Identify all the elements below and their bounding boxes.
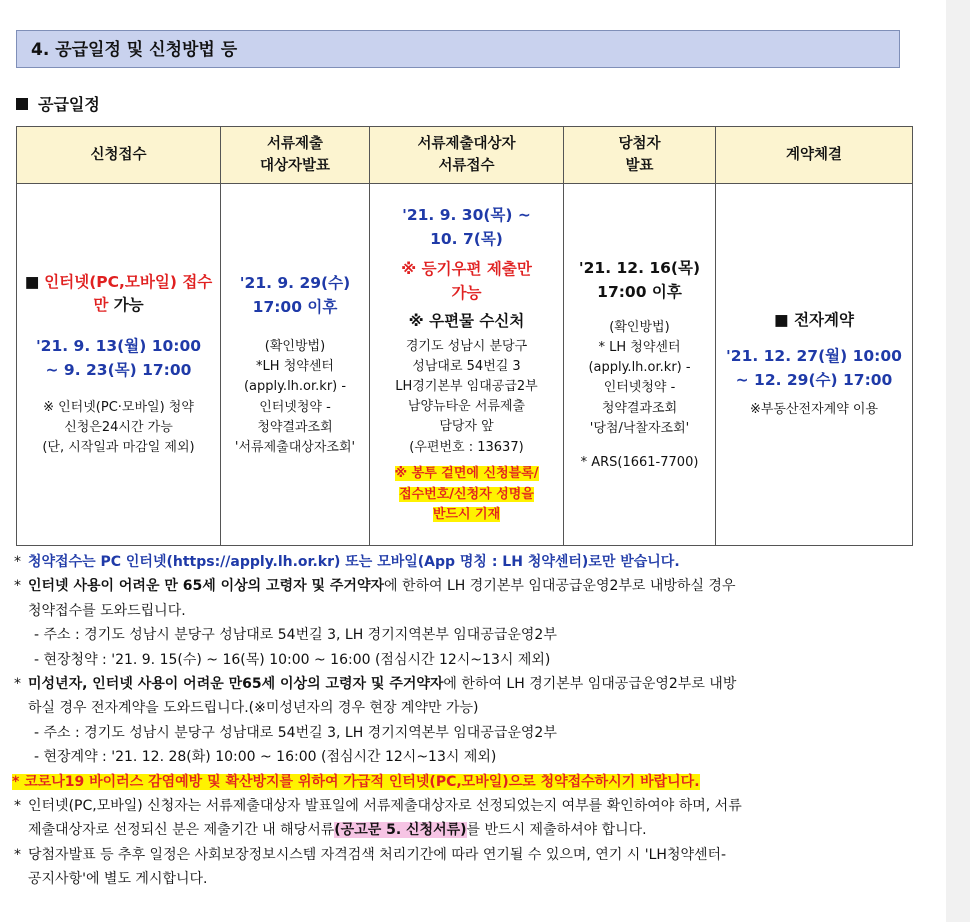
header-contract: 계약체결 [716, 127, 913, 184]
note-address-2: - 주소 : 경기도 성남시 분당구 성남대로 54번길 3, LH 경기지역본부 임대공급운영2부 [34, 724, 557, 741]
table-body-row [17, 184, 913, 546]
header-doc-submission: 서류제출대상자 서류접수 [370, 127, 564, 184]
note-minor-contract: * 미성년자, 인터넷 사용이 어려운 만65세 이상의 고령자 및 주거약자에 한하여 LH 경기본부 임대공급운영2부로 내방 하실 경우 전자계약을 도와드립니다.(※미성년자의 경우 현장 계약만 가능) [14, 676, 737, 717]
note-onsite-contract: - 현장계약 : '21. 12. 28(화) 10:00 ~ 16:00 (점심시간 12시~13시 제외) [34, 749, 497, 766]
subheading-text: 공급일정 [38, 95, 100, 114]
note-covid: * 코로나19 바이러스 감염예방 및 확산방지를 위하여 가급적 인터넷(PC,모바일)으로 청약접수하시기 바랍니다. [12, 773, 700, 790]
table-header-row [17, 127, 913, 184]
header-doc-target-announce: 서류제출 대상자발표 [221, 127, 370, 184]
schedule-table [16, 126, 913, 546]
subheading [16, 92, 100, 115]
note-application-method: * 청약접수는 PC 인터넷(https://apply.lh.or.kr) 또는 모바일(App 명칭 : LH 청약센터)로만 받습니다. [14, 554, 680, 570]
note-elderly-application: * 인터넷 사용이 어려운 만 65세 이상의 고령자 및 주거약자에 한하여 LH 경기본부 임대공급운영2부로 내방하실 경우 청약접수를 도와드립니다. [14, 578, 736, 619]
cell-contract: ■ 전자계약 '21. 12. 27(월) 10:00 ~ 12. 29(수) 17:00 ※부동산전자계약 이용 [716, 184, 913, 546]
square-bullet-icon [16, 98, 28, 110]
note-schedule-delay: * 당첨자발표 등 추후 일정은 사회보장정보시스템 자격검색 처리기간에 따라 연기될 수 있으며, 연기 시 'LH청약센터- 공지사항'에 별도 게시합니다. [14, 846, 727, 888]
cell-winner-announce: '21. 12. 16(목) 17:00 이후 (확인방법) * LH 청약센터 (apply.lh.or.kr) - 인터넷청약 - 청약결과조회 '당첨/낙찰자조회' * ARS(1661-7700) [564, 184, 716, 546]
cell-application: ■ 인터넷(PC,모바일) 접수만 가능 '21. 9. 13(월) 10:00 ~ 9. 23(목) 17:00 ※ 인터넷(PC·모바일) 청약 신청은24시간 가능 (단, 시작일과 마감일 제외) [17, 184, 221, 546]
header-winner-announce: 당첨자 발표 [564, 127, 716, 184]
header-application: 신청접수 [17, 127, 221, 184]
notes-list [10, 550, 916, 892]
note-address: - 주소 : 경기도 성남시 분당구 성남대로 54번길 3, LH 경기지역본부 임대공급운영2부 [34, 627, 557, 644]
section-title: 4. 공급일정 및 신청방법 등 [16, 30, 900, 68]
cell-doc-submission: '21. 9. 30(목) ~ 10. 7(목) ※ 등기우편 제출만 가능 ※ 우편물 수신처 경기도 성남시 분당구 성남대로 54번길 3 LH경기본부 임대공급2부 남양뉴타운 서류제출 담당자 앞 (우편번호 : 13637) ※ 봉투 겉면에 신청블록/ 접수번호/신청자 성명을 반드시 기재 [370, 184, 564, 546]
note-onsite-application: - 현장청약 : '21. 9. 15(수) ~ 16(목) 10:00 ~ 16:00 (점심시간 12시~13시 제외) [34, 651, 551, 668]
viewer-margin [946, 0, 970, 922]
cell-doc-target-announce: '21. 9. 29(수) 17:00 이후 (확인방법) *LH 청약센터 (apply.lh.or.kr) - 인터넷청약 - 청약결과조회 '서류제출대상자조회' [221, 184, 370, 546]
note-doc-submission: * 인터넷(PC,모바일) 신청자는 서류제출대상자 발표일에 서류제출대상자로 선정되었는지 여부를 확인하여야 하며, 서류 제출대상자로 선정되신 분은 제출기간 내 해당서류(공고문 5. 신청서류)를 반드시 제출하셔야 합니다. [14, 798, 742, 839]
